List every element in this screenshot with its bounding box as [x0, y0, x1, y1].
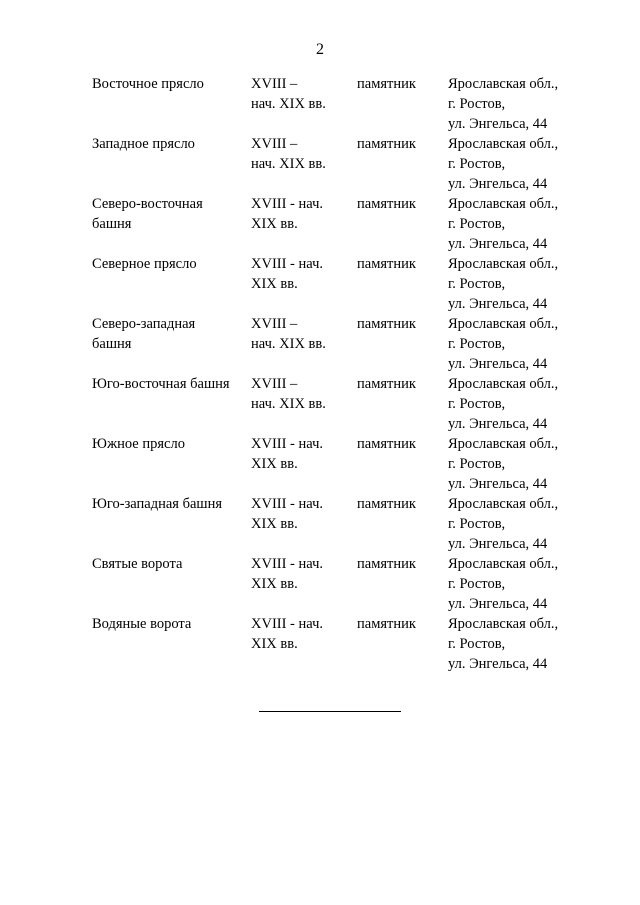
object-type-line: памятник	[357, 496, 416, 512]
object-address-line: ул. Энгельса, 44	[448, 296, 548, 312]
object-type	[357, 434, 447, 454]
object-period-line: XIX вв.	[251, 216, 298, 232]
object-name-line: башня	[92, 216, 132, 232]
object-address	[448, 314, 592, 374]
object-type	[357, 494, 447, 514]
table-row	[92, 374, 592, 434]
object-period-line: XVIII –	[251, 76, 298, 92]
object-type	[357, 134, 447, 154]
object-type	[357, 74, 447, 94]
object-type-line: памятник	[357, 436, 416, 452]
object-period-line: XVIII –	[251, 136, 298, 152]
table-row	[92, 314, 592, 374]
object-name-line: Юго-восточная башня	[92, 376, 230, 392]
object-address-line: г. Ростов,	[448, 276, 506, 292]
object-period-line: XVIII - нач.	[251, 616, 324, 632]
object-address	[448, 554, 592, 614]
object-address	[448, 194, 592, 254]
object-address-line: Ярославская обл.,	[448, 616, 559, 632]
object-period-line: нач. XIX вв.	[251, 396, 326, 412]
object-name	[92, 314, 250, 354]
object-period	[251, 194, 351, 234]
object-type-line: памятник	[357, 76, 416, 92]
object-name-line: Юго-западная башня	[92, 496, 223, 512]
object-address	[448, 494, 592, 554]
object-type	[357, 314, 447, 334]
object-period-line: XIX вв.	[251, 456, 298, 472]
object-period	[251, 494, 351, 534]
object-period-line: нач. XIX вв.	[251, 336, 326, 352]
table-row	[92, 434, 592, 494]
table-row	[92, 254, 592, 314]
object-name	[92, 74, 250, 94]
object-type-line: памятник	[357, 376, 416, 392]
object-period-line: XVIII - нач.	[251, 436, 324, 452]
object-period	[251, 554, 351, 594]
object-period-line: XIX вв.	[251, 276, 298, 292]
object-address	[448, 254, 592, 314]
object-period-line: XVIII - нач.	[251, 496, 324, 512]
object-type	[357, 614, 447, 634]
object-name-line: башня	[92, 336, 132, 352]
object-address-line: ул. Энгельса, 44	[448, 476, 548, 492]
object-address-line: ул. Энгельса, 44	[448, 176, 548, 192]
object-type	[357, 374, 447, 394]
object-address-line: ул. Энгельса, 44	[448, 236, 548, 252]
object-address-line: ул. Энгельса, 44	[448, 116, 548, 132]
table-row	[92, 194, 592, 254]
object-period	[251, 74, 351, 114]
object-address-line: г. Ростов,	[448, 156, 506, 172]
object-name	[92, 554, 250, 574]
object-name-line: Западное прясло	[92, 136, 195, 152]
object-address-line: г. Ростов,	[448, 336, 506, 352]
object-period-line: XVIII - нач.	[251, 556, 324, 572]
object-address-line: ул. Энгельса, 44	[448, 356, 548, 372]
table-row	[92, 74, 592, 134]
object-address-line: г. Ростов,	[448, 96, 506, 112]
object-period-line: нач. XIX вв.	[251, 96, 326, 112]
object-address-line: ул. Энгельса, 44	[448, 656, 548, 672]
object-address	[448, 614, 592, 674]
object-type	[357, 194, 447, 214]
object-name-line: Святые ворота	[92, 556, 183, 572]
object-period	[251, 314, 351, 354]
object-period	[251, 374, 351, 414]
closing-rule	[259, 711, 401, 712]
object-type-line: памятник	[357, 196, 416, 212]
monuments-table	[92, 74, 592, 674]
object-period-line: XVIII - нач.	[251, 256, 324, 272]
object-address	[448, 74, 592, 134]
object-type	[357, 254, 447, 274]
table-row	[92, 614, 592, 674]
object-address-line: г. Ростов,	[448, 516, 506, 532]
object-type-line: памятник	[357, 316, 416, 332]
object-period	[251, 254, 351, 294]
object-address-line: Ярославская обл.,	[448, 496, 559, 512]
object-period-line: XIX вв.	[251, 636, 298, 652]
object-period-line: XVIII –	[251, 316, 298, 332]
object-type-line: памятник	[357, 136, 416, 152]
object-type-line: памятник	[357, 256, 416, 272]
object-name	[92, 434, 250, 454]
object-period-line: XIX вв.	[251, 516, 298, 532]
object-period-line: нач. XIX вв.	[251, 156, 326, 172]
object-type-line: памятник	[357, 556, 416, 572]
object-address-line: г. Ростов,	[448, 576, 506, 592]
object-name-line: Северное прясло	[92, 256, 197, 272]
object-name	[92, 134, 250, 154]
object-address	[448, 134, 592, 194]
object-name-line: Южное прясло	[92, 436, 185, 452]
page-number: 2	[316, 41, 324, 58]
object-name	[92, 494, 250, 514]
object-address-line: ул. Энгельса, 44	[448, 416, 548, 432]
object-period-line: XIX вв.	[251, 576, 298, 592]
object-address-line: Ярославская обл.,	[448, 436, 559, 452]
object-type	[357, 554, 447, 574]
object-address	[448, 374, 592, 434]
table-row	[92, 494, 592, 554]
object-period-line: XVIII - нач.	[251, 196, 324, 212]
object-period	[251, 134, 351, 174]
object-address	[448, 434, 592, 494]
object-address-line: Ярославская обл.,	[448, 316, 559, 332]
object-address-line: г. Ростов,	[448, 396, 506, 412]
table-row	[92, 134, 592, 194]
object-period-line: XVIII –	[251, 376, 298, 392]
object-name	[92, 254, 250, 274]
object-name-line: Северо-западная	[92, 316, 196, 332]
object-address-line: ул. Энгельса, 44	[448, 536, 548, 552]
object-period	[251, 614, 351, 654]
object-name	[92, 194, 250, 234]
object-name	[92, 614, 250, 634]
object-name-line: Северо-восточная	[92, 196, 203, 212]
object-address-line: г. Ростов,	[448, 456, 506, 472]
object-address-line: г. Ростов,	[448, 636, 506, 652]
object-address-line: Ярославская обл.,	[448, 136, 559, 152]
object-address-line: Ярославская обл.,	[448, 556, 559, 572]
object-name	[92, 374, 250, 394]
object-name-line: Водяные ворота	[92, 616, 192, 632]
object-address-line: Ярославская обл.,	[448, 256, 559, 272]
object-address-line: Ярославская обл.,	[448, 196, 559, 212]
table-row	[92, 554, 592, 614]
object-address-line: ул. Энгельса, 44	[448, 596, 548, 612]
object-address-line: Ярославская обл.,	[448, 76, 559, 92]
object-period	[251, 434, 351, 474]
object-name-line: Восточное прясло	[92, 76, 204, 92]
object-address-line: г. Ростов,	[448, 216, 506, 232]
object-type-line: памятник	[357, 616, 416, 632]
object-address-line: Ярославская обл.,	[448, 376, 559, 392]
